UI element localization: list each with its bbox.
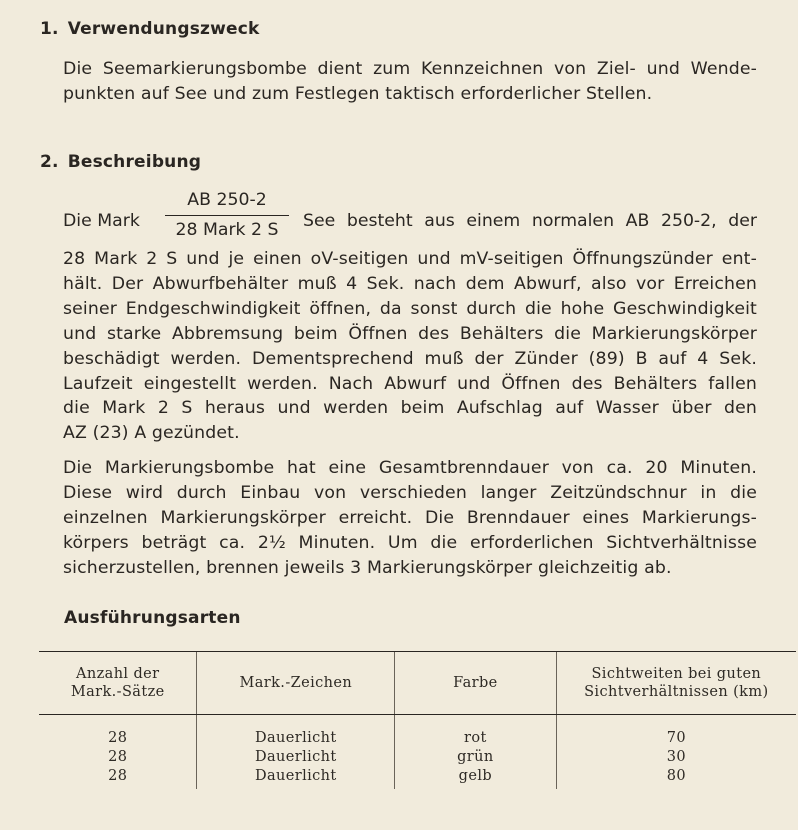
paragraph-line: Die Markierungsbombe hat eine Gesamtbrenndauer von ca. 20 Minuten.	[63, 458, 757, 478]
cell-anzahl: 28	[108, 768, 128, 784]
cell-zeichen: Dauerlicht	[197, 767, 395, 789]
header-farbe: Farbe	[395, 652, 557, 715]
header-sichtweite	[556, 652, 796, 715]
paragraph-line: seiner Endgeschwindigkeit öffnen, da sonst durch die hohe Geschwindigkeit	[63, 298, 757, 319]
fraction-denominator: 28 Mark 2 S	[175, 220, 279, 240]
cell-sichtweite: 80	[556, 767, 796, 789]
paragraph-line: hält. Der Abwurfbehälter muß 4 Sek. nach dem Abwurf, also vor Erreichen	[63, 273, 757, 294]
table-row	[39, 715, 796, 749]
cell-farbe: grün	[395, 748, 557, 767]
fraction	[165, 188, 289, 241]
paragraph-line: körpers beträgt ca. 2½ Minuten. Um die erforderlichen Sichtverhältnisse	[63, 532, 757, 553]
section-2-paragraph-1	[63, 247, 757, 446]
cell-zeichen: Dauerlicht	[197, 715, 395, 749]
section-2-paragraph-2	[63, 456, 757, 581]
subsection-heading	[64, 608, 241, 628]
cell-anzahl: 28	[108, 749, 128, 765]
header-zeichen: Mark.-Zeichen	[197, 652, 395, 715]
paragraph-line: Diese wird durch Einbau von verschieden langer Zeitzündschnur in die	[63, 482, 757, 503]
header-sichtweite-line2: Sichtverhältnissen (km)	[584, 684, 769, 700]
header-anzahl-line2: Mark.-Sätze	[70, 684, 165, 700]
header-anzahl	[39, 652, 197, 715]
header-anzahl-line1: Anzahl der	[76, 666, 160, 682]
subsection-title: Ausführungsarten	[64, 608, 241, 628]
fraction-numerator: AB 250-2	[187, 190, 267, 210]
cell-sichtweite: 70	[556, 715, 796, 749]
paragraph-line: beschädigt werden. Dementsprechend muß der Zünder (89) B auf 4 Sek.	[63, 348, 757, 369]
paragraph-line: die Mark 2 S heraus und werden beim Aufschlag auf Wasser über den	[63, 398, 757, 419]
table-row	[39, 767, 796, 789]
paragraph-line: punkten auf See und zum Festlegen taktisch erforderlicher Stellen.	[63, 83, 653, 104]
section-1-heading	[40, 19, 260, 39]
paragraph-line: sicherzustellen, brennen jeweils 3 Markierungskörper gleichzeitig ab.	[63, 557, 672, 578]
fraction-lead-text: Die Mark	[63, 211, 140, 231]
paragraph-line: einzelnen Markierungskörper erreicht. Die Brenndauer eines Markierungs-	[63, 507, 757, 528]
cell-sichtweite: 30	[556, 748, 796, 767]
fraction-line	[63, 188, 757, 244]
cell-zeichen: Dauerlicht	[197, 748, 395, 767]
fraction-tail-text: See besteht aus einem normalen AB 250-2, der	[303, 211, 757, 231]
fraction-bar	[165, 215, 289, 216]
cell-anzahl: 28	[108, 730, 128, 746]
paragraph-line: Laufzeit eingestellt werden. Nach Abwurf und Öffnen des Behälters fallen	[63, 373, 757, 394]
paragraph-line: und starke Abbremsung beim Öffnen des Behälters die Markierungskörper	[63, 323, 757, 344]
variants-table	[39, 651, 796, 789]
table-row	[39, 748, 796, 767]
cell-farbe: rot	[395, 715, 557, 749]
section-2-number: 2.	[40, 152, 59, 172]
section-1-number: 1.	[40, 19, 59, 39]
table-header-row	[39, 652, 796, 715]
section-1-paragraph	[63, 57, 757, 107]
paragraph-line: Die Seemarkierungsbombe dient zum Kennzeichnen von Ziel- und Wende-	[63, 59, 757, 79]
paragraph-line: 28 Mark 2 S und je einen oV-seitigen und mV-seitigen Öffnungszünder ent-	[63, 249, 757, 269]
header-sichtweite-line1: Sichtweiten bei guten	[591, 666, 762, 682]
section-1-title: Verwendungszweck	[67, 19, 260, 39]
section-2-title: Beschreibung	[67, 152, 202, 172]
section-2-heading	[40, 152, 201, 172]
paragraph-line: AZ (23) A gezündet.	[63, 423, 240, 444]
cell-farbe: gelb	[395, 767, 557, 789]
